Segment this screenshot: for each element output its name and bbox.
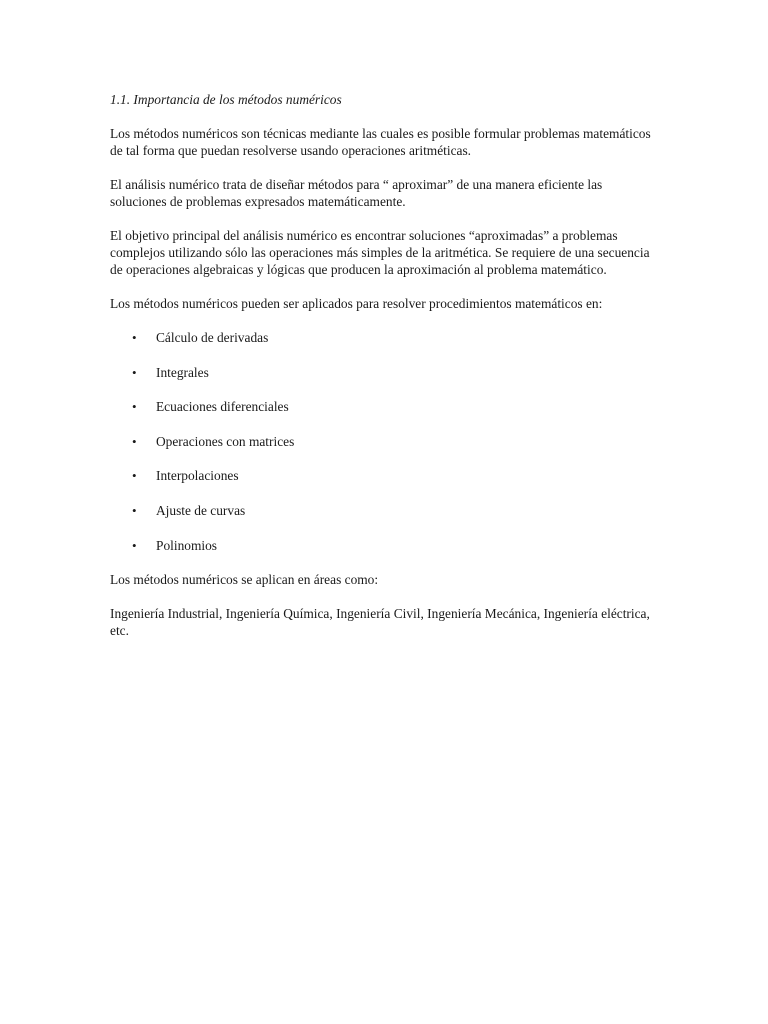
- bullet-icon: •: [132, 364, 137, 380]
- list-item-label: Ajuste de curvas: [156, 502, 246, 518]
- paragraph-areas-list: Ingeniería Industrial, Ingeniería Química, Ingeniería Civil, Ingeniería Mecánica, Ingeniería eléctrica, etc.: [110, 606, 650, 639]
- bullet-icon: •: [132, 468, 137, 484]
- list-item: [110, 502, 658, 519]
- bullet-icon: •: [132, 399, 137, 415]
- paragraph-areas-intro: Los métodos numéricos se aplican en áreas como:: [110, 572, 379, 588]
- list-item: [110, 329, 658, 346]
- paragraph-objective: El objetivo principal del análisis numérico es encontrar soluciones “aproximadas” a problemas complejos utilizando sólo las operaciones más simples de la aritmética. Se requiere de una secuencia de operaciones algebraicas y lógicas que producen la aproximación al problema matemático.: [110, 228, 650, 277]
- list-item: [110, 398, 658, 415]
- list-item-label: Polinomios: [156, 537, 218, 553]
- list-item: [110, 433, 658, 450]
- list-item-label: Interpolaciones: [156, 468, 239, 484]
- paragraph-analysis: El análisis numérico trata de diseñar métodos para “ aproximar” de una manera eficiente las soluciones de problemas expresados matemáticamente.: [110, 177, 603, 209]
- bullet-icon: •: [132, 537, 137, 553]
- document-body: [110, 91, 658, 656]
- list-item-label: Cálculo de derivadas: [156, 330, 269, 345]
- bullet-icon: •: [132, 330, 137, 345]
- list-item: [110, 467, 658, 484]
- bullet-icon: •: [132, 502, 137, 518]
- paragraph-definition: Los métodos numéricos son técnicas mediante las cuales es posible formular problemas matemáticos de tal forma que puedan resolverse usando operaciones aritméticas.: [110, 126, 651, 158]
- list-item-label: Integrales: [156, 364, 209, 380]
- section-heading: 1.1. Importancia de los métodos numéricos: [110, 92, 342, 107]
- list-item-label: Operaciones con matrices: [156, 433, 295, 449]
- applications-list: [110, 329, 658, 554]
- list-item: [110, 364, 658, 381]
- paragraph-applications-intro: Los métodos numéricos pueden ser aplicados para resolver procedimientos matemáticos en:: [110, 296, 603, 311]
- bullet-icon: •: [132, 433, 137, 449]
- list-item: [110, 537, 658, 554]
- list-item-label: Ecuaciones diferenciales: [156, 399, 289, 415]
